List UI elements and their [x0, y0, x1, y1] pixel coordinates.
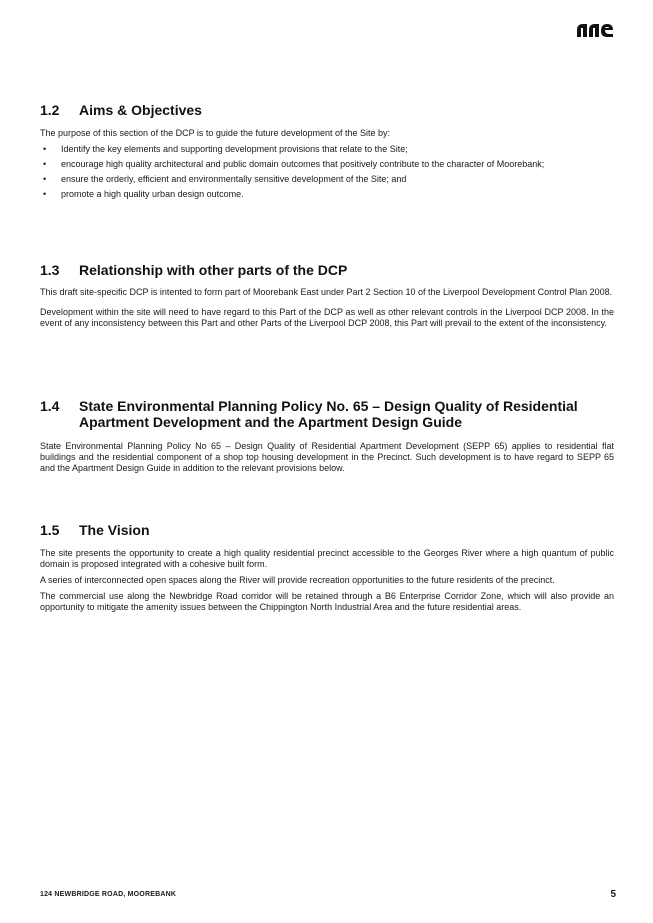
footer-address: 124 NEWBRIDGE ROAD, MOOREBANK [40, 891, 177, 898]
paragraph: The site presents the opportunity to create a high quality residential precinct accessible to the Georges River where a high quantum of public domain is proposed integrated with a cohesive built form. [40, 548, 614, 569]
ae-logo-icon [575, 22, 615, 38]
list-item: • ensure the orderly, efficient and environmentally sensitive development of the Site; and [40, 174, 614, 185]
section-title: Aims & Objectives [79, 102, 202, 118]
section-heading [40, 522, 614, 538]
paragraph: A series of interconnected open spaces along the River will provide recreation opportunities to the future residents of the precinct. [40, 575, 555, 585]
section-relationship-dcp [40, 262, 614, 329]
section-title: State Environmental Planning Policy No. 65 – Design Quality of Residential Apartment Development and the Apartment Design Guide [79, 398, 578, 430]
list-item: • promote a high quality urban design outcome. [40, 189, 614, 200]
section-sepp65 [40, 398, 614, 474]
section-aims-objectives [40, 102, 614, 204]
page-number: 5 [610, 889, 616, 900]
section-number: 1.2 [40, 102, 60, 118]
list-item: • encourage high quality architectural and public domain outcomes that positively contribute to the character of Moorebank; [40, 159, 614, 170]
section-heading [40, 398, 614, 430]
section-intro: The purpose of this section of the DCP is to guide the future development of the Site by: [40, 128, 391, 138]
section-heading [40, 102, 614, 118]
paragraph: This draft site-specific DCP is intented to form part of Moorebank East under Part 2 Section 10 of the Liverpool Development Control Plan 2008. [40, 287, 613, 297]
section-vision [40, 522, 614, 613]
section-heading [40, 262, 614, 278]
list-item: • Identify the key elements and supporting development provisions that relate to the Site; [40, 144, 614, 155]
objectives-list [40, 144, 614, 200]
section-number: 1.4 [40, 398, 60, 414]
paragraph: Development within the site will need to have regard to this Part of the DCP as well as other relevant controls in the Liverpool DCP 2008. In the event of any inconsistency between this Part and other Parts of the Liverpool DCP 2008, this Part will prevail to the extent of the inconsistency. [40, 307, 614, 328]
section-number: 1.3 [40, 262, 60, 278]
section-number: 1.5 [40, 522, 60, 538]
paragraph: State Environmental Planning Policy No 65 – Design Quality of Residential Apartment Development (SEPP 65) applies to residential flat buildings and the residential component of a shop top housing development in the Precinct. Such development is to have regard to SEPP 65 and the Apartment Design Guide in addition to the relevant provisions below. [40, 441, 614, 473]
section-title: The Vision [79, 522, 150, 538]
paragraph: The commercial use along the Newbridge Road corridor will be retained through a B6 Enterprise Corridor Zone, which will also provide an opportunity to mitigate the amenity issues between the Chippington North Industrial Area and the future residential areas. [40, 591, 614, 612]
section-title: Relationship with other parts of the DCP [79, 262, 348, 278]
